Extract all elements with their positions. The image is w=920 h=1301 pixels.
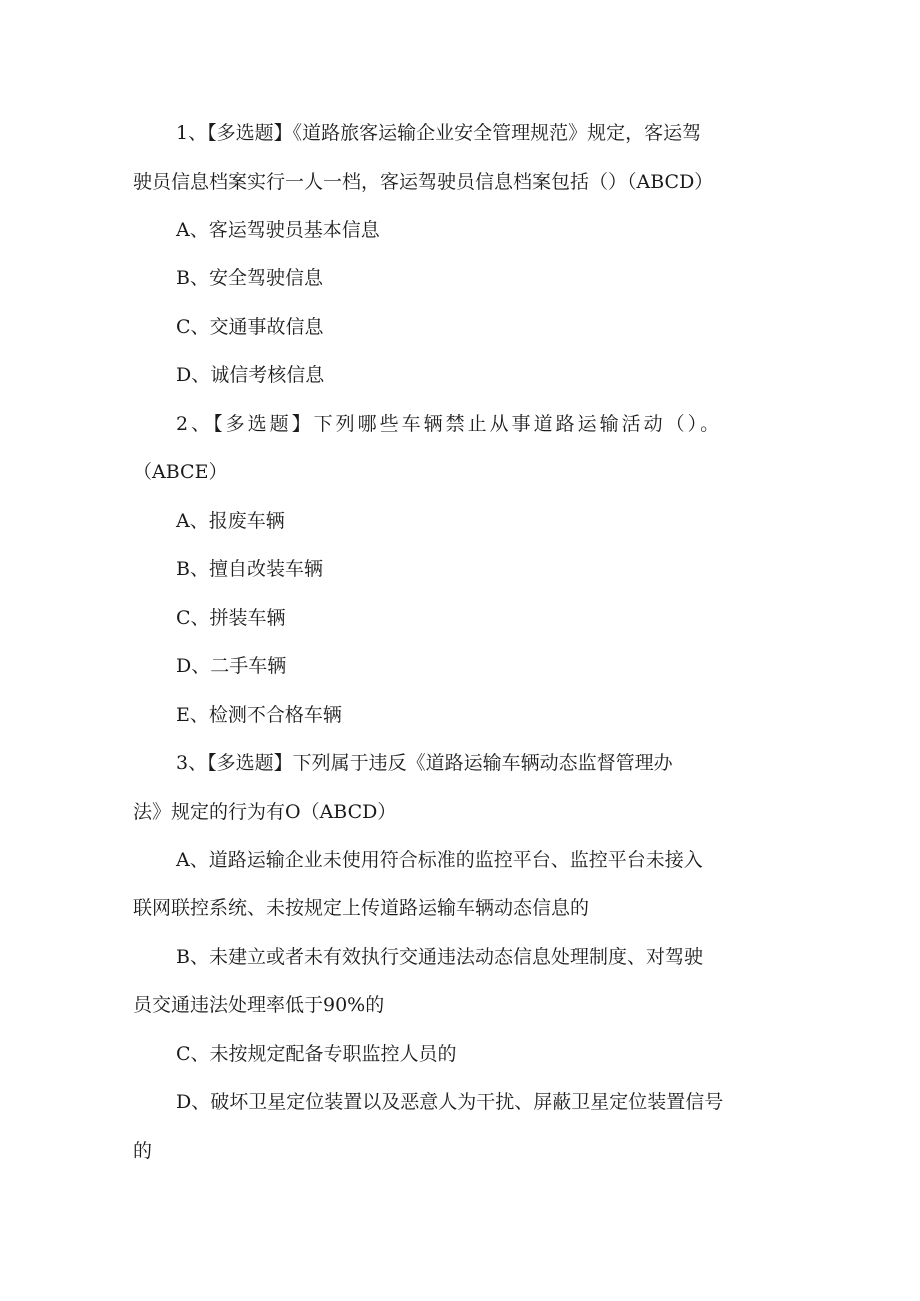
question-2-option-c: C、拼装车辆: [176, 607, 286, 629]
question-2-option-d: D、二手车辆: [176, 655, 287, 677]
question-2-option-b: B、擅自改装车辆: [176, 558, 323, 580]
question-1-stem-line-2: 驶员信息档案实行一人一档，客运驾驶员信息档案包括（）（ABCD）: [133, 171, 714, 193]
question-3-option-a-continued: 联网联控系统、未按规定上传道路运输车辆动态信息的: [133, 897, 590, 919]
question-3-option-d: D、破坏卫星定位装置以及恶意人为干扰、屏蔽卫星定位装置信号: [176, 1091, 724, 1113]
question-3-option-b: B、未建立或者未有效执行交通违法动态信息处理制度、对驾驶: [176, 946, 703, 968]
question-1-option-a: A、客运驾驶员基本信息: [176, 219, 380, 241]
question-1-option-c: C、交通事故信息: [176, 316, 324, 338]
question-3-option-c: C、未按规定配备专职监控人员的: [176, 1043, 457, 1065]
question-3-option-d-continued: 的: [133, 1140, 153, 1162]
question-2-stem-line-1: 2、【多选题】下列哪些车辆禁止从事道路运输活动（）。: [176, 413, 723, 435]
question-3-option-b-continued: 员交通违法处理率低于90%的: [133, 994, 385, 1016]
question-2-option-a: A、报废车辆: [176, 510, 285, 532]
question-1-stem-line-1: 1、【多选题】《道路旅客运输企业安全管理规范》规定，客运驾: [176, 122, 702, 144]
question-3-stem-line-2: 法》规定的行为有O（ABCD）: [133, 801, 397, 823]
question-3-stem-line-1: 3、【多选题】下列属于违反《道路运输车辆动态监督管理办: [176, 752, 673, 774]
question-1-option-d: D、诚信考核信息: [176, 364, 325, 386]
question-1-option-b: B、安全驾驶信息: [176, 267, 323, 289]
question-2-stem-line-2: （ABCE）: [133, 461, 228, 483]
question-2-option-e: E、检测不合格车辆: [176, 704, 342, 726]
question-3-option-a: A、道路运输企业未使用符合标准的监控平台、监控平台未接入: [176, 849, 703, 871]
